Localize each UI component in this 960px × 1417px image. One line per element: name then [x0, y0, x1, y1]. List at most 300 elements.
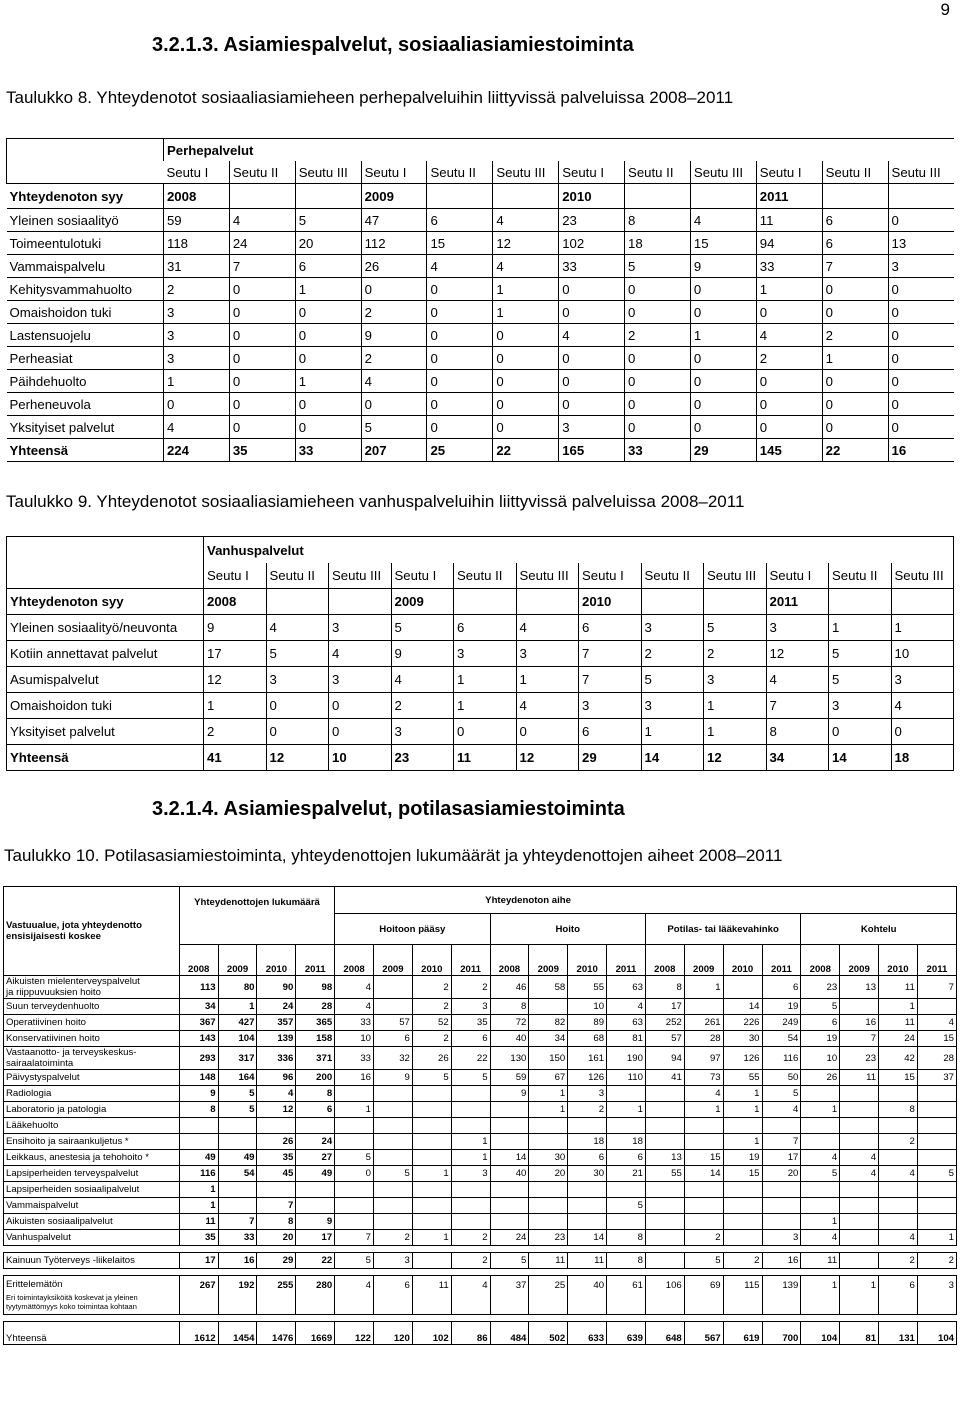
- table-row: [7, 324, 955, 347]
- table-cell: 1: [641, 719, 704, 745]
- region-header: Seutu I: [204, 563, 267, 589]
- table-cell: 7: [229, 255, 295, 278]
- row-label: [4, 1276, 180, 1315]
- row-label: Päihdehuolto: [7, 370, 164, 393]
- table-cell: [840, 1102, 879, 1118]
- table-cell: [529, 1134, 568, 1150]
- table-cell: 1: [529, 1102, 568, 1118]
- table-cell: 0: [229, 278, 295, 301]
- table-cell: 5: [374, 1166, 413, 1182]
- table-cell: 14: [490, 1150, 529, 1166]
- table-cell: 2: [204, 719, 267, 745]
- table-cell: 164: [218, 1070, 257, 1086]
- table-cell: 12: [204, 667, 267, 693]
- table-cell: 11: [179, 1214, 218, 1230]
- erittelematon-sublabel: Eri toimintayksiköitä koskevat ja yleinen tyytymättömyys koko toimintaa kohtaan: [6, 1293, 138, 1311]
- table-cell: 0: [822, 416, 888, 439]
- table-cell: [917, 1134, 956, 1150]
- region-header: Seutu III: [888, 161, 954, 184]
- table-cell: 32: [374, 1047, 413, 1070]
- table-row: [7, 232, 955, 255]
- row-label: Yleinen sosiaalityö/neuvonta: [7, 615, 204, 641]
- table-row: [4, 1182, 957, 1198]
- table-cell: 14: [723, 999, 762, 1015]
- table-cell: 15: [684, 1150, 723, 1166]
- table-cell: 0: [427, 324, 493, 347]
- year-header: 2010: [257, 945, 296, 976]
- table-cell: 1: [723, 1134, 762, 1150]
- table-cell: 0: [756, 393, 822, 416]
- table-cell: 6: [822, 232, 888, 255]
- total-cell: 224: [163, 439, 229, 462]
- table-cell: 5: [361, 416, 427, 439]
- table-cell: 3: [766, 615, 829, 641]
- table-cell: 5: [412, 1070, 451, 1086]
- table-cell: 0: [229, 324, 295, 347]
- table-cell: 4: [163, 416, 229, 439]
- group-header: Vanhuspalvelut: [204, 537, 954, 564]
- table-cell: [723, 1214, 762, 1230]
- table-cell: 5: [607, 1198, 646, 1214]
- table-cell: [374, 1134, 413, 1150]
- total-cell: 33: [625, 439, 691, 462]
- table-cell: 3: [579, 693, 642, 719]
- table-cell: 200: [296, 1070, 335, 1086]
- region-header: Seutu I: [766, 563, 829, 589]
- table-cell: 3: [559, 416, 625, 439]
- table-cell: 10: [801, 1047, 840, 1070]
- empty-cell: [7, 537, 204, 589]
- table-cell: 1: [801, 1102, 840, 1118]
- table-cell: 94: [645, 1047, 684, 1070]
- table-cell: 4: [516, 615, 579, 641]
- table-cell: 35: [257, 1150, 296, 1166]
- table-cell: 96: [257, 1070, 296, 1086]
- total-cell: 35: [229, 439, 295, 462]
- table-cell: 1: [451, 1150, 490, 1166]
- table-cell: [490, 1198, 529, 1214]
- table-cell: 3: [451, 1166, 490, 1182]
- table-cell: 4: [335, 1276, 374, 1315]
- table-cell: 1: [684, 1102, 723, 1118]
- table-cell: 80: [218, 976, 257, 999]
- table-cell: [607, 1214, 646, 1230]
- table-row: [7, 301, 955, 324]
- table-cell: [490, 1102, 529, 1118]
- table-cell: 1: [179, 1182, 218, 1198]
- table-cell: 1: [412, 1230, 451, 1246]
- table-cell: [374, 1198, 413, 1214]
- table-cell: [335, 1214, 374, 1230]
- table-cell: 4: [891, 693, 954, 719]
- year-header: 2010: [568, 945, 607, 976]
- table-cell: 5: [266, 641, 329, 667]
- topic-label: Potilas- tai lääkevahinko: [645, 914, 800, 945]
- year-header: 2008: [335, 945, 374, 976]
- table-cell: 4: [229, 209, 295, 232]
- table-cell: [335, 1182, 374, 1198]
- table-cell: [645, 1230, 684, 1246]
- year-header: 2008: [645, 945, 684, 976]
- empty-cell: [454, 589, 517, 615]
- table-cell: 280: [296, 1276, 335, 1315]
- table-cell: 68: [568, 1031, 607, 1047]
- row-label: Omaishoidon tuki: [7, 693, 204, 719]
- table-cell: [801, 1118, 840, 1134]
- row-label: Vammaispalvelu: [7, 255, 164, 278]
- table-cell: 5: [335, 1253, 374, 1269]
- table-cell: [684, 999, 723, 1015]
- table-cell: 57: [645, 1031, 684, 1047]
- empty-cell: [516, 589, 579, 615]
- total-cell: 122: [335, 1322, 374, 1345]
- total-cell: 145: [756, 439, 822, 462]
- table-cell: 42: [879, 1047, 918, 1070]
- table-cell: 11: [412, 1276, 451, 1315]
- table-cell: 1: [529, 1086, 568, 1102]
- table-cell: 1: [690, 324, 756, 347]
- table-cell: 11: [840, 1070, 879, 1086]
- table-cell: 1: [451, 1134, 490, 1150]
- total-cell: 29: [579, 745, 642, 771]
- table-cell: 0: [690, 370, 756, 393]
- table-cell: 23: [529, 1230, 568, 1246]
- table-cell: 40: [568, 1276, 607, 1315]
- table-cell: 7: [822, 255, 888, 278]
- table-cell: 0: [888, 209, 954, 232]
- table-cell: [917, 1198, 956, 1214]
- year-header: 2011: [296, 945, 335, 976]
- total-cell: 502: [529, 1322, 568, 1345]
- table-cell: 61: [607, 1276, 646, 1315]
- row-label: Lapsiperheiden sosiaalipalvelut: [4, 1182, 180, 1198]
- region-header: Seutu II: [625, 161, 691, 184]
- topic-label: Kohtelu: [801, 914, 957, 945]
- year-row-label: Yhteydenoton syy: [7, 184, 164, 209]
- empty-cell: [329, 589, 392, 615]
- table-cell: 0: [625, 347, 691, 370]
- table-cell: 1: [516, 667, 579, 693]
- region-header: Seutu II: [229, 161, 295, 184]
- table-cell: [374, 1086, 413, 1102]
- unit-header: Vastuualue, jota yhteydenotto ensisijaisesti koskee: [4, 887, 180, 976]
- table-cell: 0: [829, 719, 892, 745]
- table-cell: [451, 1182, 490, 1198]
- section-title-2: 3.2.1.4. Asiamiespalvelut, potilasasiamiestoiminta: [152, 798, 625, 820]
- spacer-row: [4, 1315, 957, 1322]
- table-cell: 0: [229, 393, 295, 416]
- region-header: Seutu I: [163, 161, 229, 184]
- table-cell: 5: [218, 1102, 257, 1118]
- table-cell: 9: [179, 1086, 218, 1102]
- empty-cell: [266, 589, 329, 615]
- table-cell: 2: [879, 1253, 918, 1269]
- table-cell: 4: [335, 976, 374, 999]
- table-cell: 0: [361, 393, 427, 416]
- empty-cell: [7, 139, 164, 184]
- table-cell: 54: [762, 1031, 801, 1047]
- table-cell: [412, 1118, 451, 1134]
- table-row: [4, 1214, 957, 1230]
- table-cell: 1: [179, 1198, 218, 1214]
- kainuu-row: [4, 1253, 957, 1269]
- total-cell: 165: [559, 439, 625, 462]
- table-cell: 2: [704, 641, 767, 667]
- table-cell: [840, 1182, 879, 1198]
- total-cell: 1454: [218, 1322, 257, 1345]
- region-header: Seutu II: [427, 161, 493, 184]
- table-cell: [296, 1182, 335, 1198]
- total-cell: 81: [840, 1322, 879, 1345]
- total-row: [4, 1322, 957, 1345]
- table-cell: 4: [516, 693, 579, 719]
- table-cell: 317: [218, 1047, 257, 1070]
- table-cell: [218, 1182, 257, 1198]
- table-cell: 22: [451, 1047, 490, 1070]
- table-cell: [917, 1182, 956, 1198]
- table-cell: 5: [451, 1070, 490, 1086]
- table-row: [4, 1166, 957, 1182]
- table-cell: 20: [295, 232, 361, 255]
- table-cell: 116: [179, 1166, 218, 1182]
- table-cell: 5: [801, 999, 840, 1015]
- table-cell: [490, 1134, 529, 1150]
- table-cell: 8: [766, 719, 829, 745]
- table-cell: 11: [879, 976, 918, 999]
- table-cell: 4: [427, 255, 493, 278]
- table-cell: 63: [607, 976, 646, 999]
- table-cell: 3: [762, 1230, 801, 1246]
- group-header-row: [7, 537, 954, 564]
- row-label: Ensihoito ja sairaankuljetus *: [4, 1134, 180, 1150]
- table-cell: [723, 1182, 762, 1198]
- table-cell: 59: [490, 1070, 529, 1086]
- table-cell: [218, 1198, 257, 1214]
- row-label: Kainuun Työterveys -liikelaitos: [4, 1253, 180, 1269]
- table-cell: 2: [412, 999, 451, 1015]
- table-cell: 0: [625, 370, 691, 393]
- table-cell: [879, 1198, 918, 1214]
- table-cell: 0: [888, 324, 954, 347]
- table-row: [7, 615, 954, 641]
- table-cell: 7: [579, 641, 642, 667]
- group-header: Perhepalvelut: [163, 139, 954, 162]
- table-cell: 4: [879, 1230, 918, 1246]
- row-label: Perheneuvola: [7, 393, 164, 416]
- table-cell: 6: [801, 1015, 840, 1031]
- total-cell: 120: [374, 1322, 413, 1345]
- table-cell: 3: [329, 667, 392, 693]
- table-cell: 12: [766, 641, 829, 667]
- table-cell: 2: [568, 1102, 607, 1118]
- year-header: 2008: [163, 184, 229, 209]
- year-header: 2010: [879, 945, 918, 976]
- table-row: [7, 416, 955, 439]
- table-cell: 130: [490, 1047, 529, 1070]
- table-cell: 8: [490, 999, 529, 1015]
- table-cell: [374, 1118, 413, 1134]
- row-label: Kotiin annettavat palvelut: [7, 641, 204, 667]
- table-cell: [879, 1214, 918, 1230]
- table-cell: 4: [766, 667, 829, 693]
- table-cell: 33: [559, 255, 625, 278]
- table-cell: 26: [801, 1070, 840, 1086]
- table-cell: 190: [607, 1047, 646, 1070]
- table-cell: 2: [361, 347, 427, 370]
- table-cell: 4: [607, 999, 646, 1015]
- table-cell: [451, 1118, 490, 1134]
- table-cell: 0: [361, 278, 427, 301]
- table-cell: 0: [690, 393, 756, 416]
- table-cell: 12: [257, 1102, 296, 1118]
- table-cell: 94: [756, 232, 822, 255]
- total-cell: 131: [879, 1322, 918, 1345]
- year-header: 2009: [391, 589, 454, 615]
- table-cell: 0: [559, 370, 625, 393]
- table-cell: 3: [891, 667, 954, 693]
- region-header: Seutu II: [454, 563, 517, 589]
- table-cell: 6: [296, 1102, 335, 1118]
- table-cell: [917, 1214, 956, 1230]
- table-cell: 55: [568, 976, 607, 999]
- table-cell: 15: [690, 232, 756, 255]
- table-row: [7, 370, 955, 393]
- table-cell: 54: [218, 1166, 257, 1182]
- table-cell: 27: [296, 1150, 335, 1166]
- table-cell: 82: [529, 1015, 568, 1031]
- table-cell: 0: [493, 324, 559, 347]
- table-cell: 67: [529, 1070, 568, 1086]
- table-cell: 148: [179, 1070, 218, 1086]
- total-label: Yhteensä: [7, 439, 164, 462]
- table-cell: [917, 1086, 956, 1102]
- table-cell: 3: [163, 324, 229, 347]
- region-header: Seutu I: [756, 161, 822, 184]
- table-cell: 0: [559, 278, 625, 301]
- table-cell: 11: [879, 1015, 918, 1031]
- row-label: Lastensuojelu: [7, 324, 164, 347]
- table-cell: 0: [493, 416, 559, 439]
- table-cell: 15: [723, 1166, 762, 1182]
- empty-cell: [690, 184, 756, 209]
- table-cell: 226: [723, 1015, 762, 1031]
- table-cell: 6: [451, 1031, 490, 1047]
- table-cell: 0: [427, 370, 493, 393]
- table-cell: 5: [704, 615, 767, 641]
- table-cell: 357: [257, 1015, 296, 1031]
- table-cell: 1: [295, 370, 361, 393]
- table-cell: 0: [690, 301, 756, 324]
- table-cell: 12: [493, 232, 559, 255]
- table-cell: 255: [257, 1276, 296, 1315]
- table-cell: 15: [879, 1070, 918, 1086]
- table-cell: 0: [454, 719, 517, 745]
- table-cell: 2: [625, 324, 691, 347]
- table-row: [7, 719, 954, 745]
- table-cell: 1: [723, 1086, 762, 1102]
- table-cell: 1: [891, 615, 954, 641]
- total-cell: 567: [684, 1322, 723, 1345]
- table-cell: 28: [296, 999, 335, 1015]
- table-cell: 33: [756, 255, 822, 278]
- table-cell: [840, 999, 879, 1015]
- table-cell: 8: [879, 1102, 918, 1118]
- table-cell: [801, 1086, 840, 1102]
- empty-cell: [295, 184, 361, 209]
- table-cell: [762, 1182, 801, 1198]
- table-cell: 3: [641, 615, 704, 641]
- table-cell: [801, 1182, 840, 1198]
- row-label: Vammaispalvelut: [4, 1198, 180, 1214]
- table-cell: 0: [295, 324, 361, 347]
- table-row: [4, 1102, 957, 1118]
- year-header: 2010: [579, 589, 642, 615]
- table-cell: [451, 1198, 490, 1214]
- table-cell: 2: [412, 1031, 451, 1047]
- table8-caption: Taulukko 8. Yhteydenotot sosiaaliasiamieheen perhepalveluihin liittyvissä palveluissa 2008–2011: [6, 88, 734, 107]
- table-cell: [684, 1214, 723, 1230]
- table-cell: [490, 1118, 529, 1134]
- year-header: 2009: [529, 945, 568, 976]
- table-cell: 9: [361, 324, 427, 347]
- table-cell: 261: [684, 1015, 723, 1031]
- table-cell: 29: [257, 1253, 296, 1269]
- table-cell: 30: [723, 1031, 762, 1047]
- table-cell: [335, 1134, 374, 1150]
- table-cell: 4: [840, 1166, 879, 1182]
- total-cell: 86: [451, 1322, 490, 1345]
- region-header: Seutu I: [559, 161, 625, 184]
- table-cell: 371: [296, 1047, 335, 1070]
- table-cell: 3: [451, 999, 490, 1015]
- table-cell: 3: [641, 693, 704, 719]
- table-cell: 6: [879, 1276, 918, 1315]
- table-cell: 0: [516, 719, 579, 745]
- table-cell: 126: [568, 1070, 607, 1086]
- row-label: Suun terveydenhuolto: [4, 999, 180, 1015]
- region-header: Seutu III: [329, 563, 392, 589]
- table-cell: 0: [690, 347, 756, 370]
- table-cell: 4: [801, 1230, 840, 1246]
- table-cell: 2: [391, 693, 454, 719]
- table-cell: 8: [296, 1086, 335, 1102]
- table-cell: 0: [891, 719, 954, 745]
- total-cell: 23: [391, 745, 454, 771]
- table-cell: 0: [329, 693, 392, 719]
- table-cell: 4: [840, 1150, 879, 1166]
- table-cell: 7: [762, 1134, 801, 1150]
- table-cell: 17: [204, 641, 267, 667]
- year-header: 2010: [723, 945, 762, 976]
- table-cell: 5: [762, 1086, 801, 1102]
- table-cell: 0: [822, 393, 888, 416]
- table-cell: [568, 1214, 607, 1230]
- table-cell: 6: [295, 255, 361, 278]
- total-cell: 16: [888, 439, 954, 462]
- table-cell: 16: [762, 1253, 801, 1269]
- table-cell: 0: [266, 693, 329, 719]
- table-cell: 118: [163, 232, 229, 255]
- table-cell: 139: [257, 1031, 296, 1047]
- table-cell: 3: [568, 1086, 607, 1102]
- table-cell: 2: [163, 278, 229, 301]
- table-cell: 4: [917, 1015, 956, 1031]
- table-cell: 9: [391, 641, 454, 667]
- table-cell: 1: [607, 1102, 646, 1118]
- region-header: Seutu II: [641, 563, 704, 589]
- total-cell: 10: [329, 745, 392, 771]
- year-header: 2008: [179, 945, 218, 976]
